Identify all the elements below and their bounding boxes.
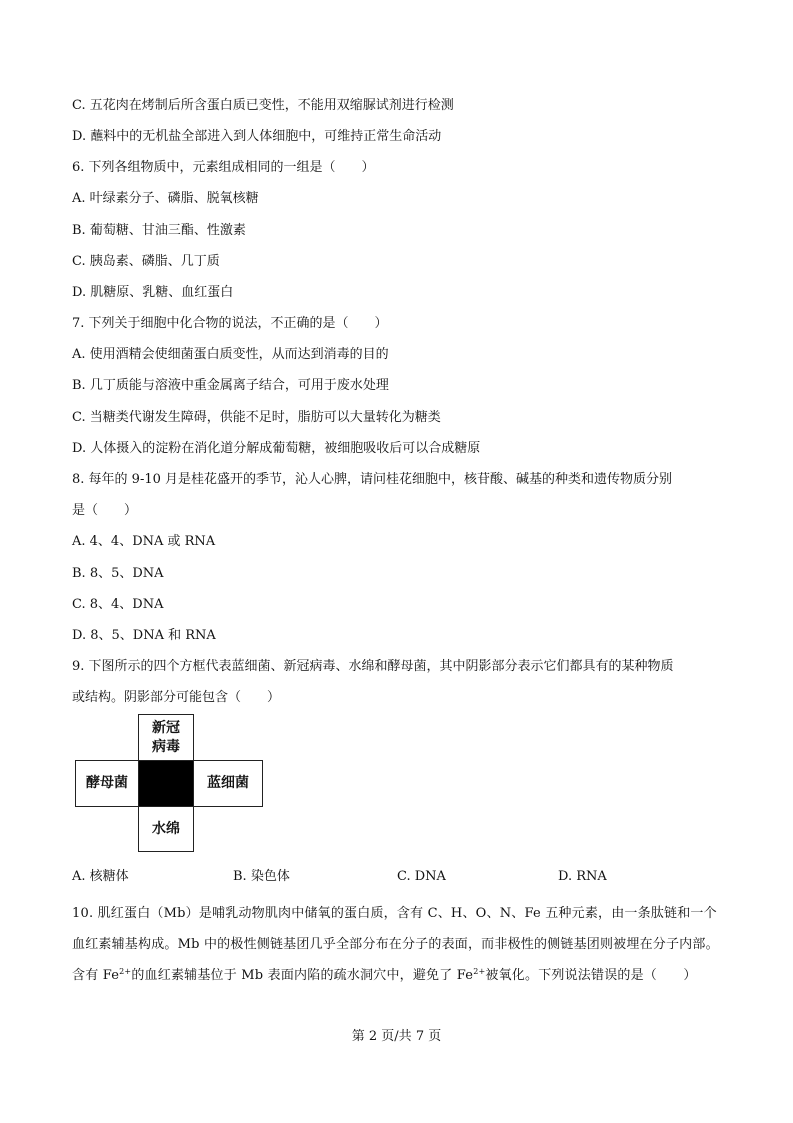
q6-option-c: C. 胰岛素、磷脂、几丁质 — [72, 254, 220, 269]
question-10 — [72, 898, 722, 991]
q9-option-c: C. DNA — [397, 869, 446, 884]
q7-option-d: D. 人体摄入的淀粉在消化道分解成葡萄糖，被细胞吸收后可以合成糖原 — [72, 441, 481, 456]
box-cyanobacteria: 蓝细菌 — [193, 760, 263, 807]
box-spirogyra: 水绵 — [138, 806, 194, 852]
question-6: 6. 下列各组物质中，元素组成相同的一组是（ ） — [72, 160, 375, 175]
question-7: 7. 下列关于细胞中化合物的说法，不正确的是（ ） — [72, 316, 388, 331]
q10-text-part-2: 的血红素辅基位于 Mb 表面内陷的疏水洞穴中，避免了 Fe — [131, 968, 474, 983]
q8-option-d: D. 8、5、DNA 和 RNA — [72, 628, 216, 643]
q10-superscript-2: 2+ — [473, 967, 486, 976]
question-8-line-1: 8. 每年的 9-10 月是桂花盛开的季节，沁人心脾，请问桂花细胞中，核苷酸、碱基的种类和遗传物质分别 — [72, 472, 673, 487]
box-covid-virus: 新冠 病毒 — [138, 714, 194, 761]
q6-option-d: D. 肌糖原、乳糖、血红蛋白 — [72, 285, 234, 300]
q6-option-a: A. 叶绿素分子、磷脂、脱氧核糖 — [72, 191, 259, 206]
question-9-line-1: 9. 下图所示的四个方框代表蓝细菌、新冠病毒、水绵和酵母菌，其中阴影部分表示它们都具有的某种物质 — [72, 659, 674, 674]
q7-option-c: C. 当糖类代谢发生障碍，供能不足时，脂肪可以大量转化为糖类 — [72, 410, 441, 425]
q10-superscript-1: 2+ — [119, 967, 132, 976]
q8-option-b: B. 8、5、DNA — [72, 566, 164, 581]
q10-text-part-3: 被氧化。下列说法错误的是（ ） — [485, 968, 697, 983]
q7-option-b: B. 几丁质能与溶液中重金属离子结合，可用于废水处理 — [72, 378, 389, 393]
q8-option-a: A. 4、4、DNA 或 RNA — [72, 534, 216, 549]
question-8-line-2: 是（ ） — [72, 503, 138, 518]
q8-option-c: C. 8、4、DNA — [72, 597, 164, 612]
q5-option-c: C. 五花肉在烤制后所含蛋白质已变性，不能用双缩脲试剂进行检测 — [72, 98, 454, 113]
question-9-line-2: 或结构。阴影部分可能包含（ ） — [72, 690, 281, 705]
q10-text-part-1: 10. 肌红蛋白（Mb）是哺乳动物肌肉中储氧的蛋白质，含有 C、H、O、N、Fe 五种元素，由一条肽链和一个血红素辅基构成。Mb 中的极性侧链基团几乎全部分布在分子的表面，而非极性的侧链基团则被埋在分子内部。含有 Fe — [72, 906, 719, 983]
q9-option-b: B. 染色体 — [233, 869, 290, 884]
box-yeast: 酵母菌 — [75, 760, 139, 807]
q6-option-b: B. 葡萄糖、甘油三酯、性激素 — [72, 223, 246, 238]
q5-option-d: D. 蘸料中的无机盐全部进入到人体细胞中，可维持正常生命活动 — [72, 129, 442, 144]
q9-option-d: D. RNA — [558, 869, 607, 884]
q9-options — [72, 867, 732, 887]
shaded-common-area — [138, 760, 194, 807]
q7-option-a: A. 使用酒精会使细菌蛋白质变性，从而达到消毒的目的 — [72, 347, 389, 362]
q9-option-a: A. 核糖体 — [72, 869, 129, 884]
page-footer: 第 2 页/共 7 页 — [351, 1029, 442, 1044]
cross-diagram — [75, 714, 265, 852]
